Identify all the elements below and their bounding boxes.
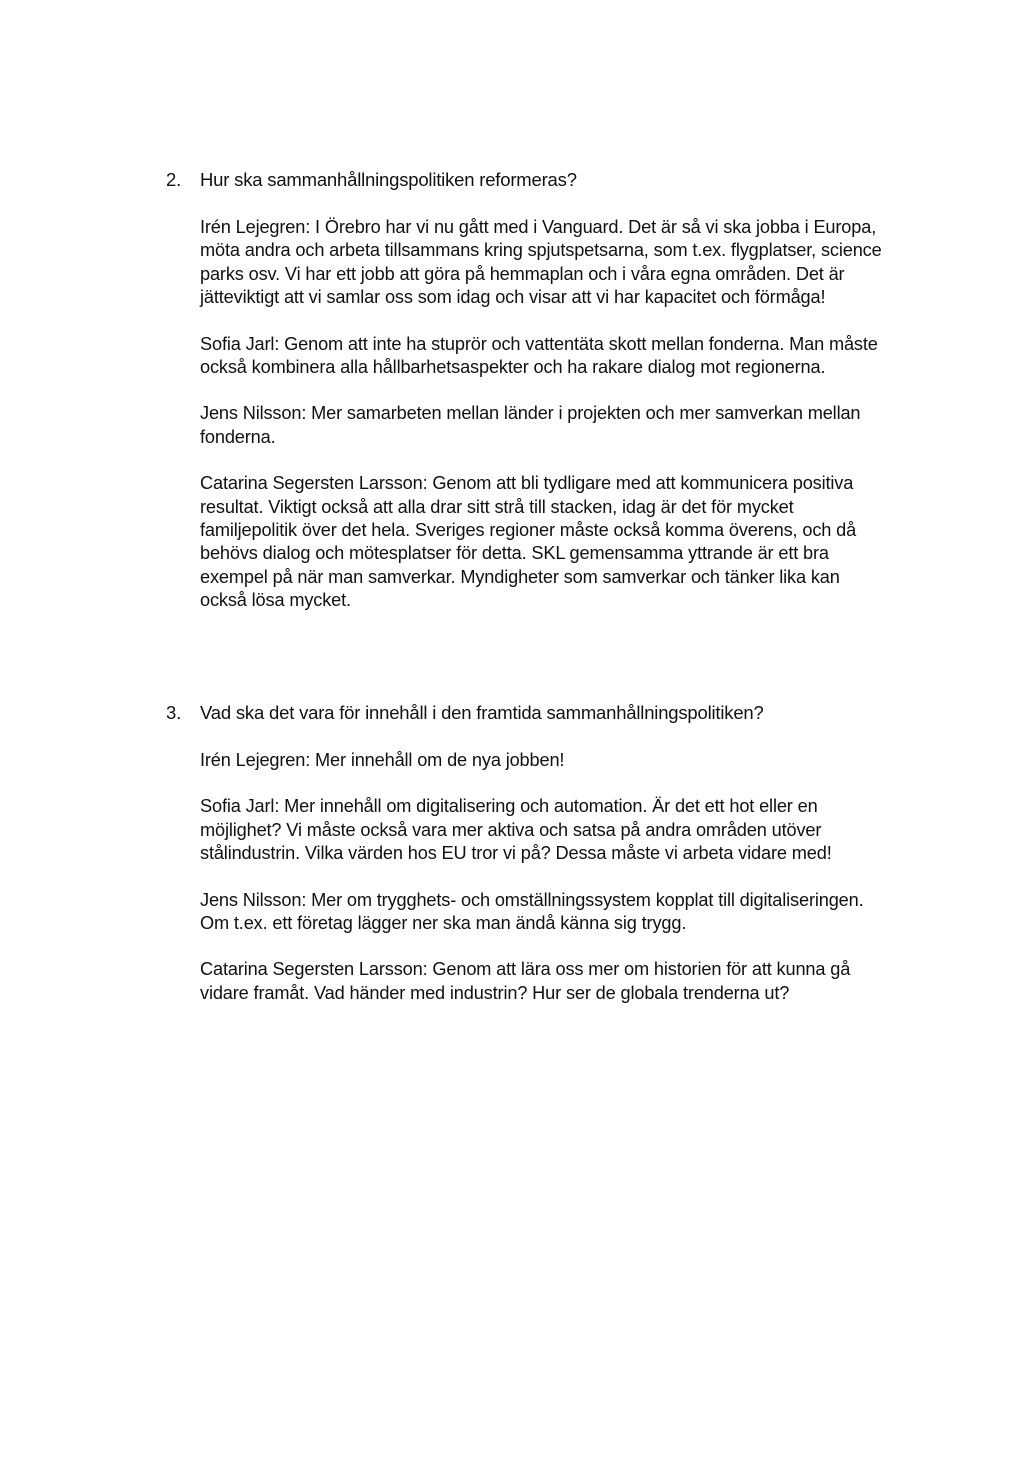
- question-number: 3.: [166, 702, 182, 723]
- answer-paragraph: Catarina Segersten Larsson: Genom att bli tydligare med att kommunicera positiva resultat. Viktigt också att alla drar sitt strå till stacken, idag är det för mycket familjepolitik över det hela. Sveriges regioner måste också komma överens, och då behövs dialog och mötesplatser för detta. SKL gemensamma yttrande är ett bra exempel på när man samverkar. Myndigheter som samverkar och tänker lika kan också lösa mycket.: [200, 473, 857, 611]
- answer-text: Mer samarbeten mellan länder i projekten och mer samverkan mellan fonderna.: [200, 403, 861, 447]
- answer-paragraph: Jens Nilsson: Mer samarbeten mellan länder i projekten och mer samverkan mellan fonderna.: [200, 403, 861, 447]
- answer-text: Genom att bli tydligare med att kommunicera positiva resultat. Viktigt också att alla drar sitt strå till stacken, idag är det för mycket familjepolitik över det hela. Sveriges regioner måste också komma överens, och då behövs dialog och mötesplatser för detta. SKL gemensamma yttrande är ett bra exempel på när man samverkar. Myndigheter som samverkar och tänker lika kan också lösa mycket.: [200, 473, 857, 611]
- question-heading: [166, 701, 886, 725]
- answer-text: Mer innehåll om de nya jobben!: [315, 750, 565, 770]
- question-text: Vad ska det vara för innehåll i den framtida sammanhållningspolitiken?: [200, 702, 764, 723]
- answer-paragraph: Sofia Jarl: Mer innehåll om digitalisering och automation. Är det ett hot eller en möjlighet? Vi måste också vara mer aktiva och satsa på andra områden utöver stålindustrin. Vilka värden hos EU tror vi på? Dessa måste vi arbeta vidare med!: [200, 796, 832, 864]
- question-number: 2.: [166, 169, 182, 190]
- question-section-3: [166, 701, 886, 1028]
- answer-paragraph: Jens Nilsson: Mer om trygghets- och omställningssystem kopplat till digitaliseringen. Om t.ex. ett företag lägger ner ska man ändå känna sig trygg.: [200, 889, 864, 934]
- speaker-name: Irén Lejegren: [200, 217, 306, 237]
- speaker-name: Jens Nilsson: [200, 889, 302, 910]
- question-text: Hur ska sammanhållningspolitiken reformeras?: [200, 169, 577, 190]
- answer-paragraph: Irén Lejegren: Mer innehåll om de nya jobben!: [200, 750, 565, 770]
- answer-text: Mer innehåll om digitalisering och automation. Är det ett hot eller en möjlighet? Vi måste också vara mer aktiva och satsa på andra områden utöver stålindustrin. Vilka värden hos EU tror vi på? Dessa måste vi arbeta vidare med!: [200, 796, 832, 864]
- speaker-name: Sofia Jarl: [200, 796, 275, 817]
- answer-paragraph: Sofia Jarl: Genom att inte ha stuprör och vattentäta skott mellan fonderna. Man måste också kombinera alla hållbarhetsaspekter och ha rakare dialog mot regionerna.: [200, 333, 878, 378]
- speaker-name: Catarina Segersten Larsson: [200, 959, 423, 980]
- answer-text: Mer om trygghets- och omställningssystem kopplat till digitaliseringen. Om t.ex. ett företag lägger ner ska man ändå känna sig trygg.: [200, 889, 864, 934]
- answer-text: Genom att lära oss mer om historien för att kunna gå vidare framåt. Vad händer med industrin? Hur ser de globala trenderna ut?: [200, 959, 851, 1003]
- answer-paragraph: Irén Lejegren: I Örebro har vi nu gått med i Vanguard. Det är så vi ska jobba i Europa, möta andra och arbeta tillsammans kring spjutspetsarna, som t.ex. flygplatser, science parks osv. Vi har ett jobb att göra på hemmaplan och i våra egna områden. Det är jätteviktigt att vi samlar oss som idag och visar att vi har kapacitet och förmåga!: [200, 217, 882, 308]
- answer-text: I Örebro har vi nu gått med i Vanguard. Det är så vi ska jobba i Europa, möta andra och arbeta tillsammans kring spjutspetsarna, som t.ex. flygplatser, science parks osv. Vi har ett jobb att göra på hemmaplan och i våra egna områden. Det är jätteviktigt att vi samlar oss som idag och visar att vi har kapacitet och förmåga!: [200, 217, 882, 308]
- speaker-name: Sofia Jarl: [200, 333, 275, 354]
- speaker-name: Catarina Segersten Larsson: [200, 473, 423, 494]
- speaker-name: Irén Lejegren: [200, 750, 306, 770]
- question-heading: [166, 168, 886, 192]
- speaker-name: Jens Nilsson: [200, 403, 302, 424]
- answer-paragraph: Catarina Segersten Larsson: Genom att lära oss mer om historien för att kunna gå vidare framåt. Vad händer med industrin? Hur ser de globala trenderna ut?: [200, 959, 851, 1003]
- question-section-2: [166, 168, 886, 636]
- answer-text: Genom att inte ha stuprör och vattentäta skott mellan fonderna. Man måste också kombinera alla hållbarhetsaspekter och ha rakare dialog mot regionerna.: [200, 333, 878, 378]
